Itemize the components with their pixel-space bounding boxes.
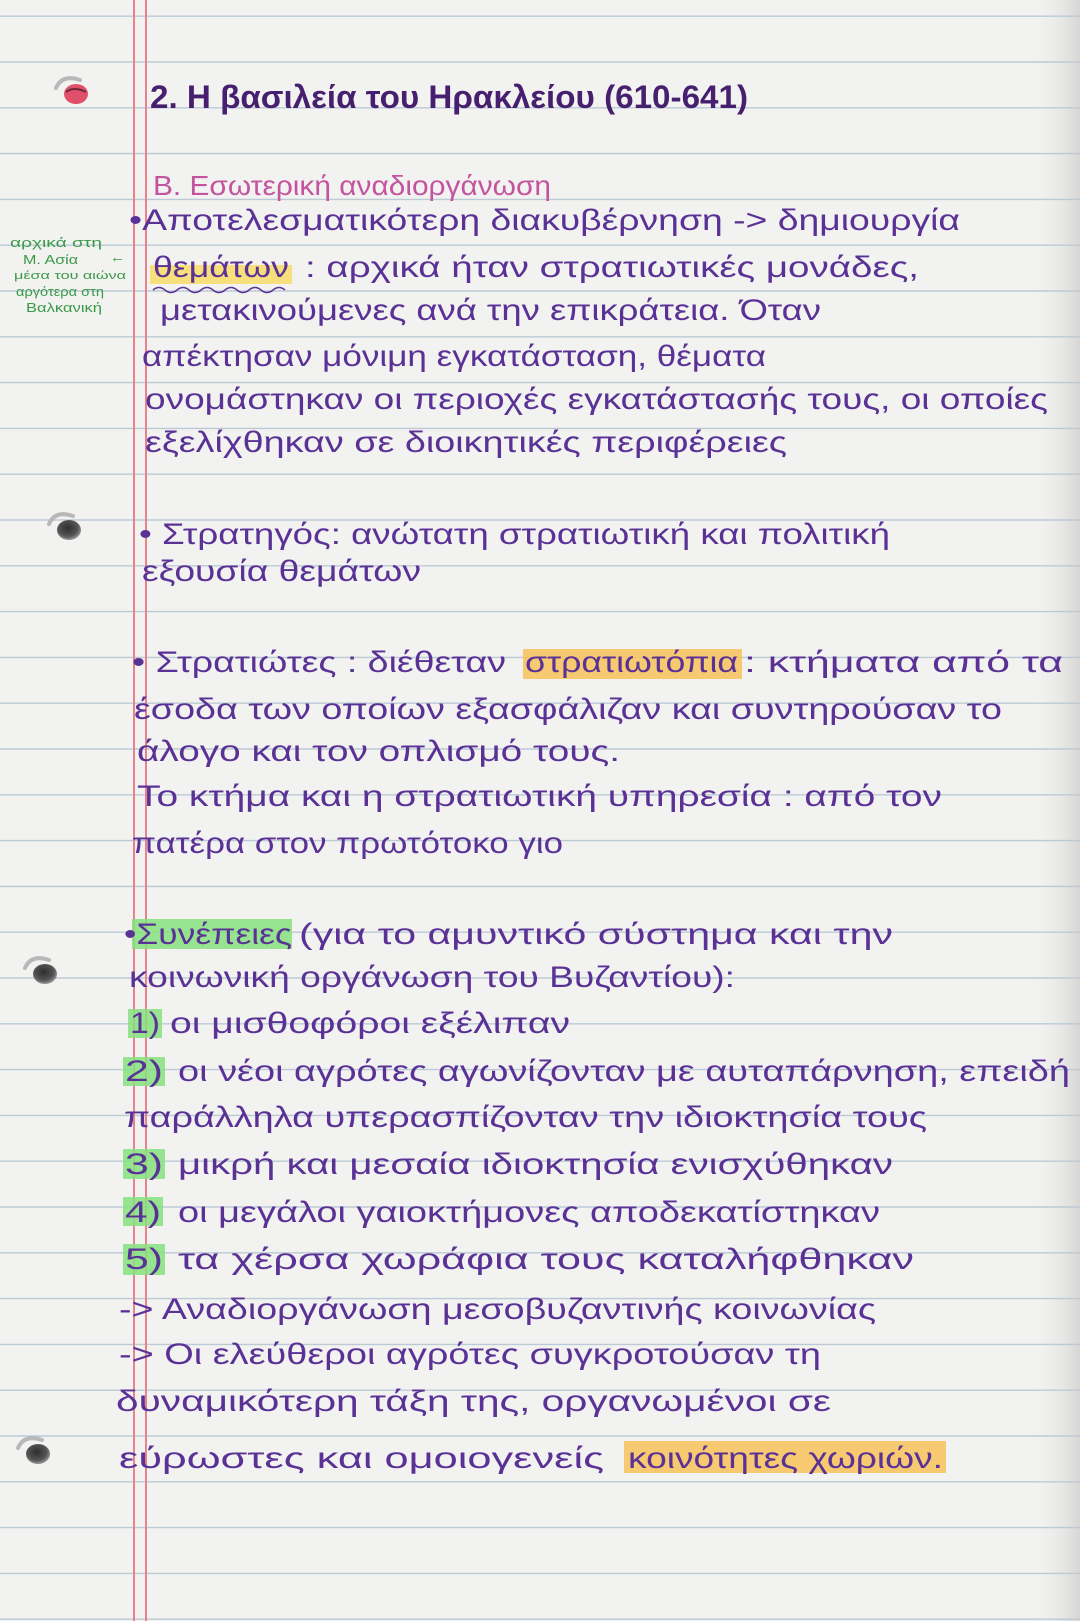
note-line: • Στρατηγός: ανώτατη στρατιωτική και πολιτική (139, 518, 890, 551)
note-line: εξουσία θεμάτων (142, 555, 421, 588)
list-item-continuation: παράλληλα υπερασπίζονταν την ιδιοκτησία τους (124, 1101, 927, 1134)
list-item: τα χέρσα χωράφια τους καταλήφθηκαν (178, 1243, 914, 1276)
margin-note-line: αργότερα στη (16, 284, 104, 299)
section-subtitle: Β. Εσωτερική αναδιοργάνωση (153, 170, 551, 201)
note-line: δυναμικότερη τάξη της, οργανωμένοι σε (116, 1385, 831, 1418)
arrow-left-icon: ← (110, 249, 125, 266)
note-line: εξελίχθηκαν σε διοικητικές περιφέρειες (145, 426, 787, 459)
page-title: 2. Η βασιλεία του Ηρακλείου (610-641) (150, 79, 748, 115)
arrow-line: -> Οι ελεύθεροι αγρότες συγκροτούσαν τη (119, 1338, 821, 1371)
list-item-number: 4) (125, 1196, 161, 1229)
note-line: κοινωνική οργάνωση του Βυζαντίου): (129, 961, 735, 994)
margin-note-line: μέσα του αιώνα (14, 270, 127, 282)
arrow-line: -> Αναδιοργάνωση μεσοβυζαντινής κοινωνίας (119, 1293, 876, 1326)
list-item: μικρή και μεσαία ιδιοκτησία ενισχύθηκαν (178, 1148, 893, 1181)
margin-note-line: αρχικά στη (10, 235, 102, 250)
highlighted-term: στρατιωτόπια (525, 646, 738, 679)
note-line: •Αποτελεσματικότερη διακυβέρνηση -> δημιουργία (129, 204, 960, 237)
list-item-number: 2) (125, 1055, 163, 1088)
list-item-number: 5) (125, 1243, 163, 1276)
list-item: οι νέοι αγρότες αγωνίζονταν με αυταπάρνηση, επειδή (178, 1055, 1070, 1088)
list-item: οι μεγάλοι γαιοκτήμονες αποδεκατίστηκαν (178, 1196, 880, 1229)
list-item-number: 1) (130, 1007, 160, 1040)
note-line: ονομάστηκαν οι περιοχές εγκατάστασής τους, οι οποίες (145, 383, 1048, 416)
margin-note-line: Μ. Ασία (23, 252, 79, 267)
note-line: εύρωστες και ομοιογενείς (119, 1442, 604, 1475)
note-line: (για το αμυντικό σύστημα και την (299, 918, 893, 951)
note-line: έσοδα των οποίων εξασφάλιζαν και συντηρούσαν το (134, 693, 1002, 726)
note-line: : αρχικά ήταν στρατιωτικές μονάδες, (305, 251, 919, 284)
list-item-number: 3) (125, 1148, 163, 1181)
note-line: Το κτήμα και η στρατιωτική υπηρεσία : από τον (137, 780, 942, 813)
note-line: πατέρα στον πρωτότοκο γιο (132, 827, 563, 860)
note-line: μετακινούμενες ανά την επικράτεια. Όταν (160, 294, 821, 327)
margin-note-line: Βαλκανική (26, 300, 102, 315)
list-item: οι μισθοφόροι εξέλιπαν (170, 1007, 570, 1040)
note-line: άλογο και τον οπλισμό τους. (137, 735, 620, 768)
paper-edge-shadow (1030, 0, 1080, 1621)
note-line: : κτήματα από τα (744, 646, 1063, 679)
highlighted-term: θεμάτων (153, 251, 289, 284)
highlighted-term: •Συνέπειες (124, 918, 292, 951)
note-line: απέκτησαν μόνιμη εγκατάσταση, θέματα (142, 340, 766, 373)
note-line: • Στρατιώτες : διέθεταν (132, 646, 506, 679)
highlighted-term: κοινότητες χωριών. (628, 1442, 943, 1475)
